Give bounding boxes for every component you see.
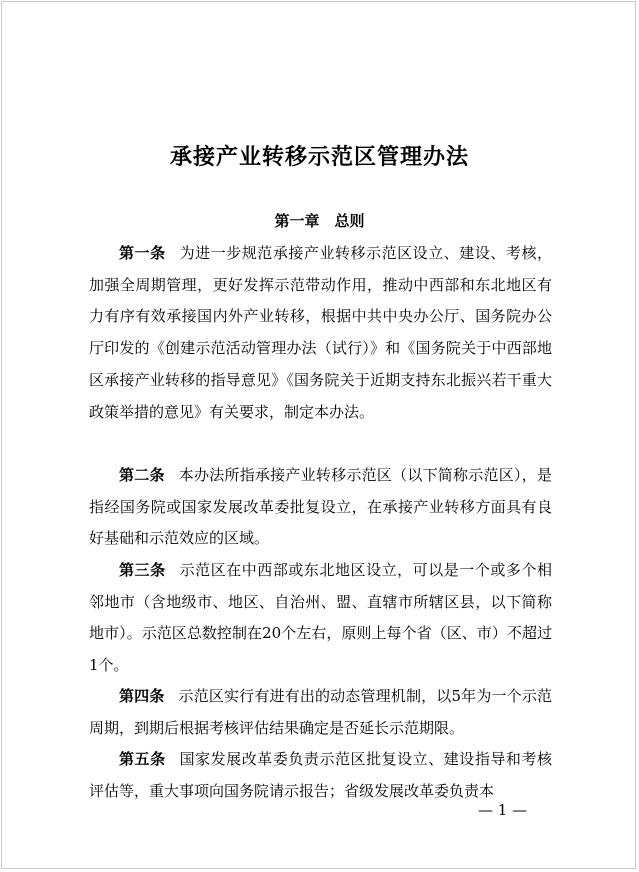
article-2-label: 第二条: [119, 466, 165, 484]
article-3-text: 示范区在中西部或东北地区设立，可以是一个或多个相邻地市（含地级市、地区、自治州、盟、直辖市所辖区县，以下简称地市）。示范区总数控制在20个左右，原则上每个省（区、市）不超过1个。: [89, 561, 552, 675]
article-1-label: 第一条: [119, 244, 166, 262]
article-3: [89, 555, 552, 682]
article-4: [89, 681, 552, 744]
article-2-text: 本办法所指承接产业转移示范区（以下简称示范区），是指经国务院或国家发展改革委批复设立，在承接产业转移方面具有良好基础和示范效应的区域。: [89, 466, 552, 548]
article-5-text: 国家发展改革委负责示范区批复设立、建设指导和考核评估等，重大事项向国务院请示报告；省级发展改革委负责本: [89, 750, 552, 800]
article-1-text: 为进一步规范承接产业转移示范区设立、建设、考核，加强全周期管理，更好发挥示范带动作用，推动中西部和东北地区有力有序有效承接国内外产业转移，根据中共中央办公厅、国务院办公厅印发的《创建示范活动管理办法（试行）》和《国务院关于中西部地区承接产业转移的指导意见》《国务院关于近期支持东北振兴若干重大政策举措的意见》有关要求，制定本办法。: [89, 244, 552, 421]
article-4-text: 示范区实行有进有出的动态管理机制，以5年为一个示范周期，到期后根据考核评估结果确定是否延长示范期限。: [89, 687, 552, 737]
article-5-label: 第五条: [119, 750, 166, 768]
article-4-label: 第四条: [119, 687, 165, 705]
article-5: [89, 744, 552, 807]
article-3-label: 第三条: [119, 561, 166, 579]
article-2: [89, 460, 552, 555]
chapter-heading: 第一章 总则: [274, 212, 365, 230]
article-1: [89, 238, 552, 428]
page-number: — 1 —: [478, 801, 528, 819]
document-title: 承接产业转移示范区管理办法: [169, 145, 469, 170]
